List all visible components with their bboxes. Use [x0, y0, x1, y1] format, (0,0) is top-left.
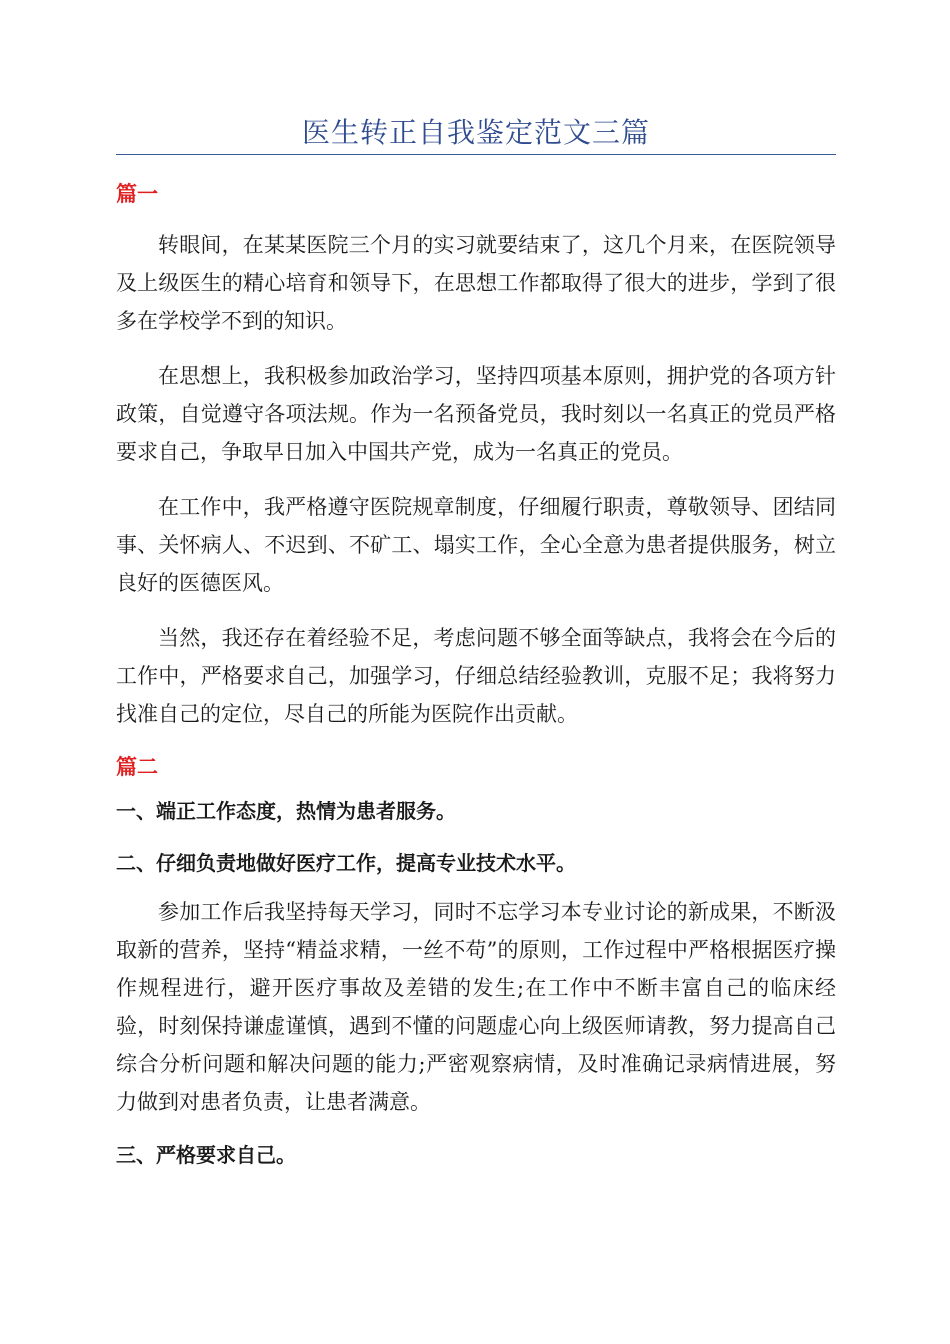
section-label-2: 篇二: [116, 754, 158, 779]
paragraph: 参加工作后我坚持每天学习，同时不忘学习本专业讨论的新成果，不断汲取新的营养，坚持“精益求精，一丝不苟”的原则，工作过程中严格根据医疗操作规程进行，避开医疗事故及差错的发生;在工作中不断丰富自己的临床经验，时刻保持谦虚谨慎，遇到不懂的问题虚心向上级医师请教，努力提高自己综合分析问题和解决问题的能力;严密观察病情，及时准确记录病情进展，努力做到对患者负责，让患者满意。: [116, 900, 836, 1114]
paragraph: 在工作中，我严格遵守医院规章制度，仔细履行职责，尊敬领导、团结同事、关怀病人、不迟到、不矿工、塌实工作，全心全意为患者提供服务，树立良好的医德医风。: [116, 495, 836, 595]
paragraph: 转眼间，在某某医院三个月的实习就要结束了，这几个月来，在医院领导及上级医生的精心培育和领导下，在思想工作都取得了很大的进步，学到了很多在学校学不到的知识。: [116, 233, 836, 333]
document-title: 医生转正自我鉴定范文三篇: [301, 116, 650, 149]
subheading-2: 二、仔细负责地做好医疗工作，提高专业技术水平。: [116, 851, 576, 875]
paragraph: 当然，我还存在着经验不足，考虑问题不够全面等缺点，我将会在今后的工作中，严格要求自己，加强学习，仔细总结经验教训，克服不足；我将努力找准自己的定位，尽自己的所能为医院作出贡献。: [116, 626, 836, 726]
document-body: [116, 174, 836, 1173]
paragraph: 在思想上，我积极参加政治学习，坚持四项基本原则，拥护党的各项方针政策，自觉遵守各项法规。作为一名预备党员，我时刻以一名真正的党员严格要求自己，争取早日加入中国共产党，成为一名真正的党员。: [116, 364, 836, 464]
subheading-1: 一、端正工作态度，热情为患者服务。: [116, 799, 456, 823]
title-underline: [116, 154, 836, 155]
section-label-1: 篇一: [116, 181, 158, 206]
subheading-3: 三、严格要求自己。: [116, 1143, 296, 1167]
